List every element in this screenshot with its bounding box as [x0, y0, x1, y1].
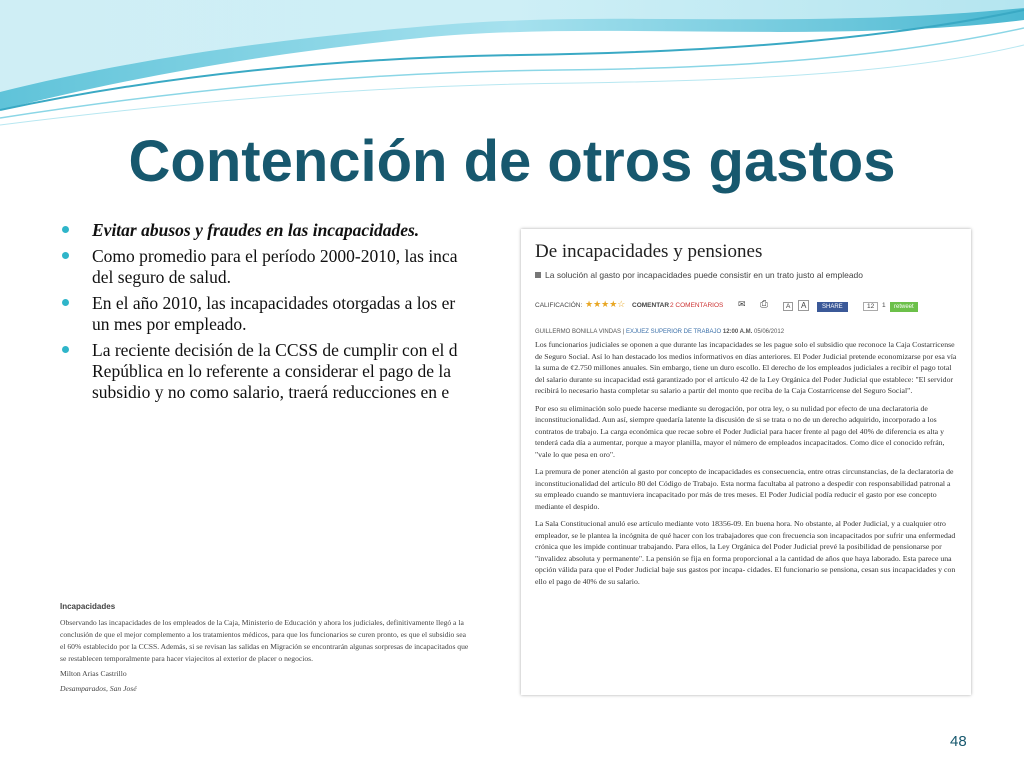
bullet-item: Como promedio para el período 2000-2010, las inca del seguro de salud. [62, 246, 662, 288]
publish-date: 05/06/2012 [754, 329, 785, 335]
publish-time: 12:00 A.M. [722, 329, 753, 335]
bullet-item: En el año 2010, las incapacidades otorgadas a los er un mes por empleado. [62, 293, 662, 335]
rating-label: CALIFICACIÓN: [535, 302, 583, 309]
article-subtitle: La solución al gasto por incapacidades puede consistir en un trato justo al empleado [535, 270, 863, 280]
article-paragraph: La premura de poner atención al gasto por concepto de incapacidades es consecuencia, entre otras circunstancias, de la declaratoria de inconstitucionalidad del artículo 80 del Código de Trabajo. Esta norma facultaba al patrono a despedir con responsabilidad patronal a su empleado cuando se mantuviera incapacitado por más de tres meses. El Poder Judicial podía reducir el gasto por ese concepto mediante el despido. [535, 467, 954, 511]
share-count: 12 [863, 302, 878, 311]
bullet-dot-icon [62, 299, 69, 306]
comment-link[interactable]: COMENTAR [632, 302, 670, 309]
author-title: EXJUEZ SUPERIOR DE TRABAJO [625, 329, 722, 335]
bullet-dot-icon [62, 226, 69, 233]
comments-link[interactable]: 2 COMENTARIOS [670, 302, 724, 309]
retweet-button[interactable]: retweet [890, 302, 918, 312]
print-icon[interactable]: ⎙ [760, 299, 768, 310]
article-toolbar [535, 299, 955, 317]
slide-title: Contención de otros gastos [128, 129, 896, 194]
reader-letter-clipping [54, 597, 476, 721]
square-bullet-icon [535, 272, 541, 278]
facebook-share-button[interactable]: SHARE [817, 302, 848, 312]
newspaper-article-clipping [521, 229, 971, 695]
letter-body: Observando las incapacidades de los empleados de la Caja, Ministerio de Educación y ahora los judiciales, definitivamente llegó a la conclusión de que el mejor complemento a los tratamientos médicos, para que los funcionarios se curen pronto, es que el subsidio sea el 60% establecido por la CCSS. Además, si se revisan las salidas en Migración se encontrarán algunas sorpresas de incapacitados que se restablecen temporalmente para hacer viajecitos al exterior de placer o negocios. [60, 618, 469, 663]
font-larger-button[interactable]: A [798, 300, 809, 311]
rating-stars[interactable]: ★★★★☆ [585, 299, 626, 309]
letter-heading: Incapacidades [60, 602, 116, 611]
bullet-item: Evitar abusos y fraudes en las incapacidades. [62, 220, 662, 241]
tweet-count: 1 [882, 302, 886, 309]
article-body [535, 339, 959, 593]
article-paragraph: Los funcionarios judiciales se oponen a que durante las incapacidades se les pague solo el subsidio que reconoce la Caja Costarricense de Seguro Social. Así lo han destacado los medios informativos en días anteriores. El Poder Judicial pretende economizarse por esa vía la suma de ¢2.750 millones anuales. Sin embargo, tiene un duro escollo. El derecho de los empleados judiciales a recibir el pago total del salario durante su incapacidad está garantizado por el artículo 42 de la Ley Orgánica del Poder Judicial que establece: "El servidor recibirá lo necesario hasta completar su salario a partir del monto que reciba de la Caja Costarricense del Seguro Social". [535, 340, 957, 395]
email-icon[interactable]: ✉ [738, 299, 746, 309]
letter-signature: Milton Arias Castrillo [60, 669, 127, 678]
article-paragraph: La Sala Constitucional anuló ese artículo mediante voto 18356-09. En buena hora. No obstante, al Poder Judicial, y a cualquier otro empleador, se le plantea la incógnita de qué hacer con los trabajadores que con frecuencia son incapacitados por sufrir una enfermedad crónica que les impide continuar trabajando. Para ellos, la Ley Orgánica del Poder Judicial prevé la posibilidad de pensionarse por "invalidez absoluta y permanente". La pensión se fija en forma proporcional a la cantidad de años que haya laborado. Esta parece una opción válida para que el Poder Judicial baje sus gastos por incapa- cidades. El funcionario se pensiona, cesan sus incapacidades y con ello el pago de 40% de su salario. [535, 519, 956, 586]
bullet-item: La reciente decisión de la CCSS de cumplir con el d República en lo referente a considerar el pago de la subsidio y no como salario, traerá reducciones en e [62, 340, 662, 403]
article-byline: GUILLERMO BONILLA VINDAS | EXJUEZ SUPERIOR DE TRABAJO 12:00 A.M. 05/06/2012 [535, 329, 785, 335]
article-title: De incapacidades y pensiones [535, 241, 763, 262]
font-smaller-button[interactable]: A [783, 302, 793, 311]
letter-place: Desamparados, San José [60, 684, 137, 693]
header-wave-decoration [0, 0, 1024, 130]
author-name: GUILLERMO BONILLA VINDAS [535, 329, 622, 335]
bullet-dot-icon [62, 252, 69, 259]
article-paragraph: Por eso su eliminación solo puede hacerse mediante su derogación, por otra ley, o su nulidad por efecto de una declaratoria de inconstitucionalidad. Aun así, siempre quedaría latente la discusión de si se trata o no de un derecho adquirido, incorporado a los contratos de trabajo. La carga económica que recae sobre el Poder Judicial para hacer frente al pago del 40% de diferencia es alta y tenderá cada día a aumentar, porque a mayor planilla, mayor el número de empleados incapacitados. Como dice el conocido refrán, "vale lo que pesa en oro". [535, 403, 945, 459]
slide-page-number: 48 [950, 733, 967, 750]
bullet-dot-icon [62, 346, 69, 353]
